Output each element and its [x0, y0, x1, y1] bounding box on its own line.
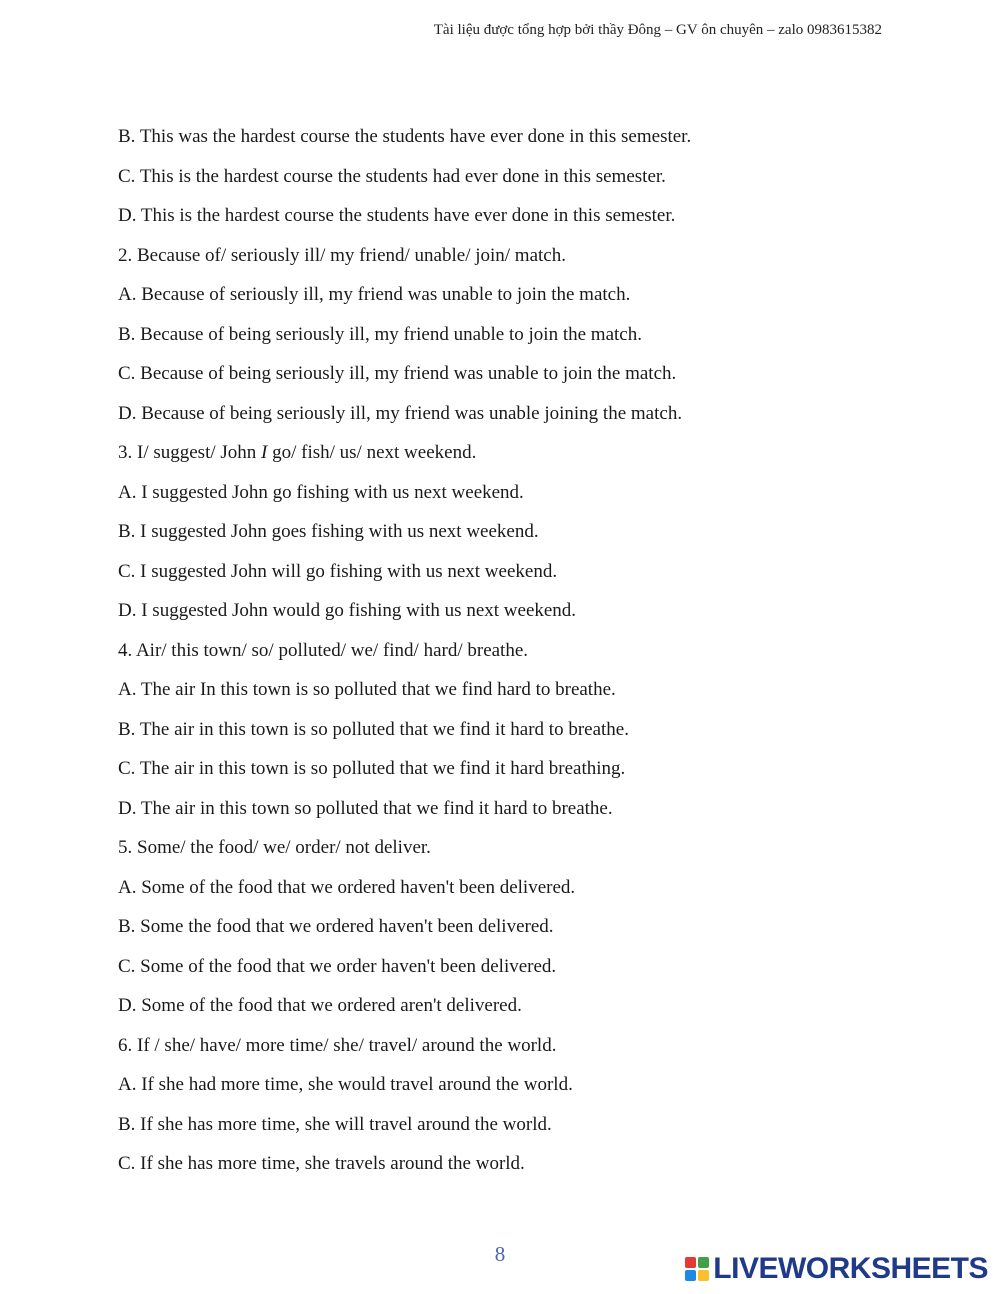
question-prompt: 2. Because of/ seriously ill/ my friend/ unable/ join/ match. — [118, 244, 566, 266]
answer-option: A. The air In this town is so polluted that we find hard to breathe. — [118, 679, 616, 700]
brand-name: LIVEWORKSHEETS — [713, 1252, 988, 1285]
italic-letter: I — [261, 442, 268, 463]
answer-option: B. Some the food that we ordered haven't been delivered. — [118, 916, 554, 937]
logo-square-yellow — [698, 1270, 709, 1281]
liveworksheets-logo-icon — [685, 1257, 709, 1281]
question-prompt: 3. I/ suggest/ John I go/ fish/ us/ next weekend. — [118, 442, 477, 463]
page-header: Tài liệu được tổng hợp bởi thầy Đông – GV ôn chuyên – zalo 0983615382 — [433, 22, 882, 38]
logo-square-red — [685, 1257, 696, 1268]
logo-square-green — [698, 1257, 709, 1268]
answer-option: C. Because of being seriously ill, my friend was unable to join the match. — [118, 363, 677, 384]
answer-option: D. I suggested John would go fishing with us next weekend. — [118, 600, 577, 621]
question-prompt: 5. Some/ the food/ we/ order/ not deliver. — [118, 837, 431, 858]
answer-option: C. The air in this town is so polluted that we find it hard breathing. — [118, 758, 626, 779]
answer-option: C. If she has more time, she travels around the world. — [118, 1153, 525, 1174]
liveworksheets-logo[interactable] — [685, 1252, 988, 1286]
answer-option: A. If she had more time, she would travel around the world. — [118, 1074, 573, 1095]
answer-option: B. Because of being seriously ill, my friend unable to join the match. — [118, 323, 642, 345]
answer-option: C. Some of the food that we order haven't been delivered. — [118, 955, 557, 977]
answer-option: A. I suggested John go fishing with us next weekend. — [118, 481, 524, 503]
answer-option: A. Some of the food that we ordered haven't been delivered. — [118, 876, 576, 898]
question-prompt: 6. If / she/ have/ more time/ she/ travel/ around the world. — [118, 1034, 557, 1056]
answer-option: A. Because of seriously ill, my friend was unable to join the match. — [118, 284, 631, 305]
answer-option: D. Some of the food that we ordered aren't delivered. — [118, 995, 522, 1016]
answer-option: D. The air in this town so polluted that we find it hard to breathe. — [118, 797, 613, 819]
answer-option: C. I suggested John will go fishing with us next weekend. — [118, 560, 558, 582]
question-prompt: 4. Air/ this town/ so/ polluted/ we/ find/ hard/ breathe. — [118, 639, 529, 661]
answer-option: B. I suggested John goes fishing with us next weekend. — [118, 521, 539, 542]
answer-option: B. The air in this town is so polluted that we find it hard to breathe. — [118, 718, 629, 740]
worksheet-content — [118, 117, 940, 1184]
answer-option: C. This is the hardest course the students had ever done in this semester. — [118, 165, 666, 187]
page-number: 8 — [494, 1242, 506, 1266]
answer-option: B. If she has more time, she will travel around the world. — [118, 1113, 552, 1135]
logo-square-blue — [685, 1270, 696, 1281]
answer-option: B. This was the hardest course the students have ever done in this semester. — [118, 126, 692, 147]
answer-option: D. This is the hardest course the students have ever done in this semester. — [118, 205, 676, 226]
answer-option: D. Because of being seriously ill, my friend was unable joining the match. — [118, 402, 683, 424]
